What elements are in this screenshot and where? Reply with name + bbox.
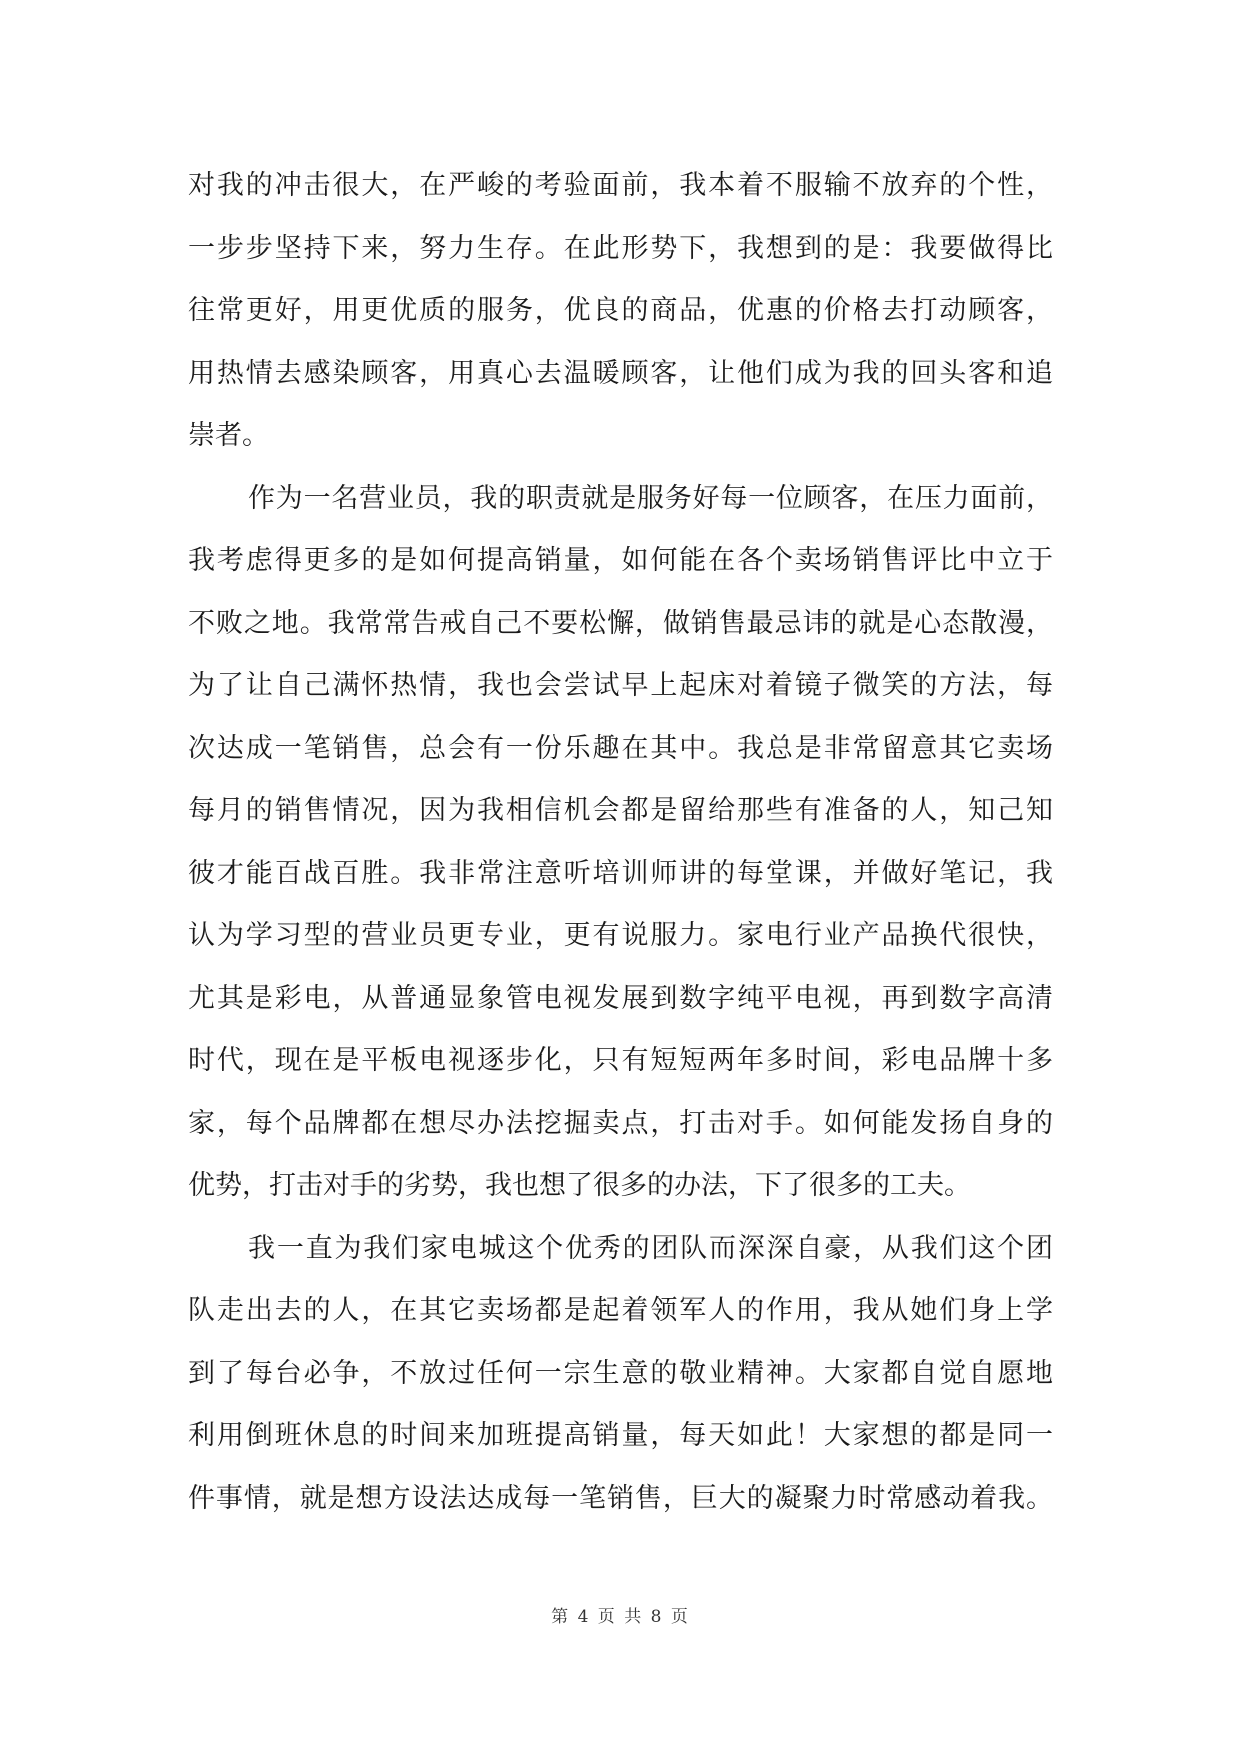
text-line: 队走出去的人，在其它卖场都是起着领军人的作用，我从她们身上学 (188, 1295, 1053, 1326)
page-number-footer: 第 4 页 共 8 页 (551, 1607, 690, 1627)
text-line: 每月的销售情况，因为我相信机会都是留给那些有准备的人，知己知 (188, 795, 1053, 826)
text-line: 用热情去感染顾客，用真心去温暖顾客，让他们成为我的回头客和追 (188, 357, 1053, 389)
text-line: 彼才能百战百胜。我非常注意听培训师讲的每堂课，并做好笔记，我 (188, 857, 1053, 889)
text-line: 不败之地。我常常告戒自己不要松懈，做销售最忌讳的就是心态散漫， (188, 607, 1053, 639)
text-line: 对我的冲击很大，在严峻的考验面前，我本着不服输不放弃的个性， (188, 170, 1053, 201)
text-line: 利用倒班休息的时间来加班提高销量，每天如此！大家想的都是同一 (188, 1420, 1053, 1451)
text-line: 到了每台必争，不放过任何一宗生意的敬业精神。大家都自觉自愿地 (188, 1357, 1053, 1389)
text-line: 作为一名营业员，我的职责就是服务好每一位顾客，在压力面前， (248, 482, 1053, 514)
text-line: 崇者。 (188, 420, 269, 451)
text-line: 我一直为我们家电城这个优秀的团队而深深自豪，从我们这个团 (248, 1232, 1053, 1264)
text-line: 件事情，就是想方设法达成每一笔销售，巨大的凝聚力时常感动着我。 (188, 1482, 1053, 1514)
text-line: 往常更好，用更优质的服务，优良的商品，优惠的价格去打动顾客， (188, 295, 1053, 326)
text-line: 一步步坚持下来，努力生存。在此形势下，我想到的是：我要做得比 (188, 232, 1053, 264)
text-line: 我考虑得更多的是如何提高销量，如何能在各个卖场销售评比中立于 (188, 545, 1053, 576)
text-line: 为了让自己满怀热情，我也会尝试早上起床对着镜子微笑的方法，每 (188, 670, 1053, 701)
text-line: 家，每个品牌都在想尽办法挖掘卖点，打击对手。如何能发扬自身的 (188, 1107, 1053, 1139)
text-line: 尤其是彩电，从普通显象管电视发展到数字纯平电视，再到数字高清 (188, 982, 1053, 1014)
text-line: 认为学习型的营业员更专业，更有说服力。家电行业产品换代很快， (188, 920, 1053, 951)
text-line: 次达成一笔销售，总会有一份乐趣在其中。我总是非常留意其它卖场 (188, 732, 1053, 764)
text-line: 时代，现在是平板电视逐步化，只有短短两年多时间，彩电品牌十多 (188, 1045, 1053, 1076)
body-text (188, 155, 1053, 1530)
text-line: 优势，打击对手的劣势，我也想了很多的办法，下了很多的工夫。 (188, 1170, 971, 1201)
